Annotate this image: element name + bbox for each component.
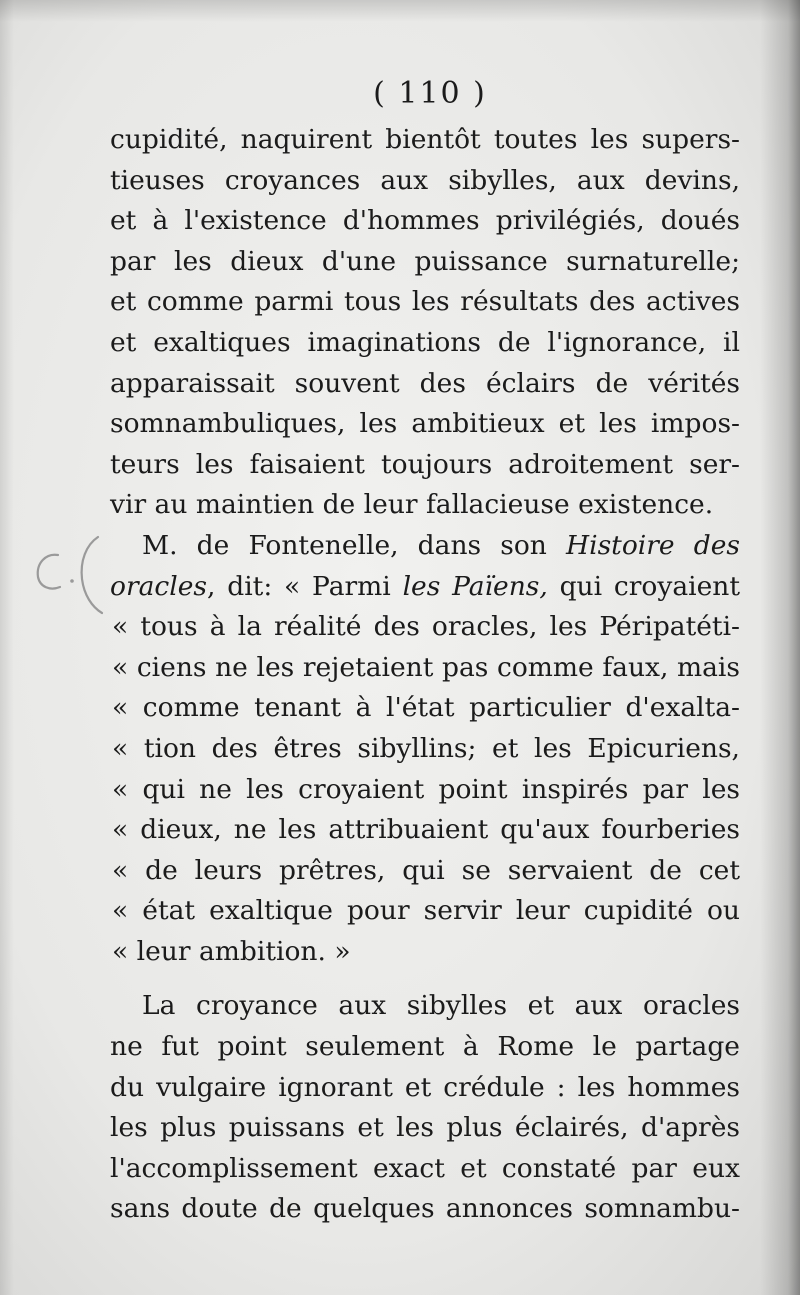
page-top-shadow xyxy=(0,0,800,22)
text-line: les plus puissans et les plus éclairés, d'après xyxy=(110,1112,740,1144)
quote-line: « dieux, ne les attribuaient qu'aux fourberies xyxy=(112,814,740,846)
margin-pencil-annotation xyxy=(28,533,108,617)
text-line: apparaissait souvent des éclairs de vérités xyxy=(110,367,740,399)
page-number: ( 110 ) xyxy=(373,76,487,111)
text-line: somnambuliques, les ambitieux et les impos- xyxy=(110,408,740,440)
text-line: teurs les faisaient toujours adroitement ser- xyxy=(110,448,740,480)
text-run: qui croyaient xyxy=(547,570,740,602)
paragraph-3 xyxy=(110,986,740,1230)
page-left-shadow xyxy=(0,0,14,1295)
quote-line: « tion des êtres sibyllins; et les Epicuriens, xyxy=(112,732,740,764)
text-line: l'accomplissement exact et constaté par eux xyxy=(110,1152,740,1184)
body-text xyxy=(110,120,740,1230)
quote-line: « de leurs prêtres, qui se servaient de cet xyxy=(112,854,740,886)
text-line xyxy=(110,567,740,608)
paragraph-2 xyxy=(110,526,740,973)
page-gutter-shadow xyxy=(760,0,800,1295)
text-line: cupidité, naquirent bientôt toutes les supers- xyxy=(110,124,740,155)
book-title-italic: oracles xyxy=(110,570,208,602)
quote-line: « qui ne les croyaient point inspirés par les xyxy=(112,773,740,805)
text-line: et à l'existence d'hommes privilégiés, doués xyxy=(110,205,740,237)
text-line: et comme parmi tous les résultats des actives xyxy=(110,286,740,318)
text-line: et exaltiques imaginations de l'ignorance, il xyxy=(110,326,740,358)
text-line: par les dieux d'une puissance surnaturelle; xyxy=(110,245,740,277)
text-line: La croyance aux sibylles et aux oracles xyxy=(142,990,740,1022)
quote-line: « tous à la réalité des oracles, les Péripatéti- xyxy=(112,611,740,643)
quote-line: « ciens ne les rejetaient pas comme faux, mais xyxy=(112,651,740,683)
text-run: , dit: « Parmi xyxy=(207,570,403,602)
italic-phrase: les Païens, xyxy=(402,570,548,602)
text-line: tieuses croyances aux sibylles, aux devins, xyxy=(110,164,740,196)
text-line: ne fut point seulement à Rome le partage xyxy=(110,1031,740,1063)
quote-line: « leur ambition. » xyxy=(112,935,351,967)
paragraph-1 xyxy=(110,120,740,526)
book-title-italic: Histoire des xyxy=(566,529,740,561)
text-line: vir au maintien de leur fallacieuse existence. xyxy=(110,489,714,521)
text-line: sans doute de quelques annonces somnambu- xyxy=(110,1193,740,1225)
quote-line: « état exaltique pour servir leur cupidité ou xyxy=(112,895,740,927)
text-run: M. de Fontenelle, dans son xyxy=(142,529,566,561)
text-line: du vulgaire ignorant et crédule : les hommes xyxy=(110,1071,740,1103)
text-line xyxy=(110,526,740,567)
quote-line: « comme tenant à l'état particulier d'exalta- xyxy=(112,692,740,724)
